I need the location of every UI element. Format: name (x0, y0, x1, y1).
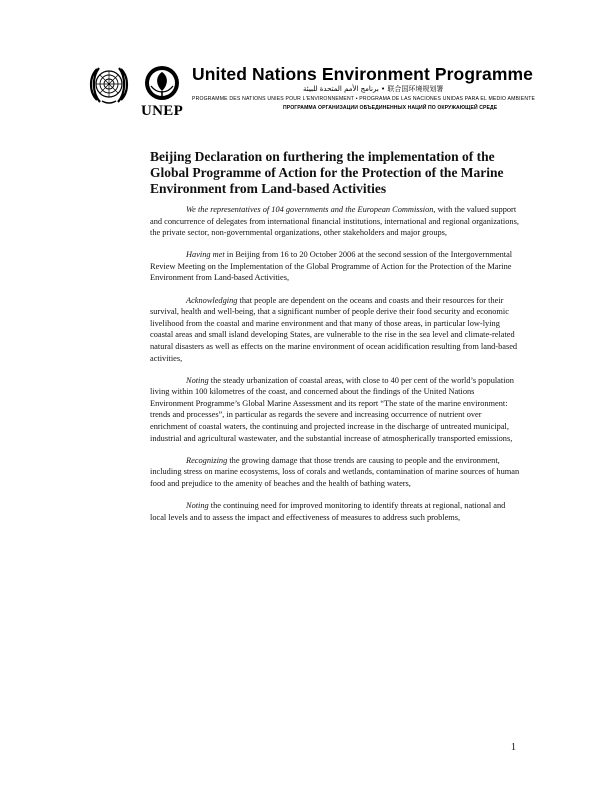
paragraph (150, 295, 520, 365)
paragraph-lead: We the representatives of 104 governments and the European Commission, (186, 205, 436, 214)
paragraph-text: that people are dependent on the oceans and coasts and their resources for their survival, health and well-being, that a significant number of people derive their food security and economic livelihood from the coastal and marine environment and that many of those areas, in particular low-lying coastal areas and small island developing States, are vulnerable to the rise in the sea level and climate-related natural disasters as well as effects on the marine environment of ocean acidification resulting from land-based activities, (150, 295, 518, 363)
letterhead (88, 62, 558, 118)
paragraph-text: the steady urbanization of coastal areas, with close to 40 per cent of the world’s population living within 100 kilometres of the coast, and concerned about the findings of the United Nations Environment Programme’s Global Marine Assessment and its report “The state of the marine environment: trends and processes”, in particular as regards the severe and increasing occurrence of nutrient over enrichment of coastal waters, the continuing and projected increase in the discharge of untreated municipal, industrial and agricultural wastewater, and the substantial increase of atmospherically transported emissions, (150, 375, 514, 443)
page-number: 1 (511, 742, 516, 753)
paragraph (150, 204, 520, 239)
paragraph-lead: Acknowledging (186, 295, 238, 305)
paragraph-text: in Beijing from 16 to 20 October 2006 at the second session of the Intergovernmental Review Meeting on the Implementation of the Global Programme of Action for the Protection of the Marine Environment from Land-based Activities, (150, 250, 513, 283)
paragraph-lead: Having met (186, 250, 225, 260)
unep-wordmark: UNEP (141, 103, 184, 119)
org-name-arabic-chinese: برنامج الأمم المتحدة للبيئة • 联合国环境规划署 (303, 85, 444, 93)
paragraph-lead: Noting (186, 500, 209, 510)
document-body (150, 204, 520, 534)
paragraph (150, 500, 520, 523)
paragraph (150, 249, 520, 284)
unep-logo-icon (140, 64, 184, 104)
paragraph-lead: Noting (186, 375, 209, 385)
paragraph-text: with the valued support and concurrence of delegates from international financial institutions, international and regional organizations, the private sector, non-governmental organizations, other stakeholders and major groups, (150, 205, 519, 238)
org-name-french-spanish: PROGRAMME DES NATIONS UNIES POUR L'ENVIRONNEMENT • PROGRAMA DE LAS NACIONES UNIDAS PARA EL MEDIO AMBIENTE (192, 96, 536, 102)
paragraph-text: the continuing need for improved monitoring to identify threats at regional, national and local levels and to assess the impact and effectiveness of measures to address such problems, (150, 500, 506, 522)
paragraph (150, 455, 520, 490)
document-title: Beijing Declaration on furthering the implementation of the Global Programme of Action for the Protection of the Marine Environment from Land-based Activities (150, 149, 504, 196)
paragraph (150, 375, 520, 445)
org-name-russian: ПРОГРАММА ОРГАНИЗАЦИИ ОБЪЕДИНЕННЫХ НАЦИЙ ПО ОКРУЖАЮЩЕЙ СРЕДЕ (283, 105, 498, 111)
paragraph-text: the growing damage that those trends are causing to people and the environment, including stress on marine ecosystems, loss of corals and wetlands, contamination of marine sources of human food and prejudice to the amenity of beaches and the health of bathing waters, (150, 455, 520, 488)
un-emblem-icon (88, 64, 130, 106)
org-name: United Nations Environment Programme (192, 64, 534, 84)
paragraph-lead: Recognizing (186, 455, 228, 465)
